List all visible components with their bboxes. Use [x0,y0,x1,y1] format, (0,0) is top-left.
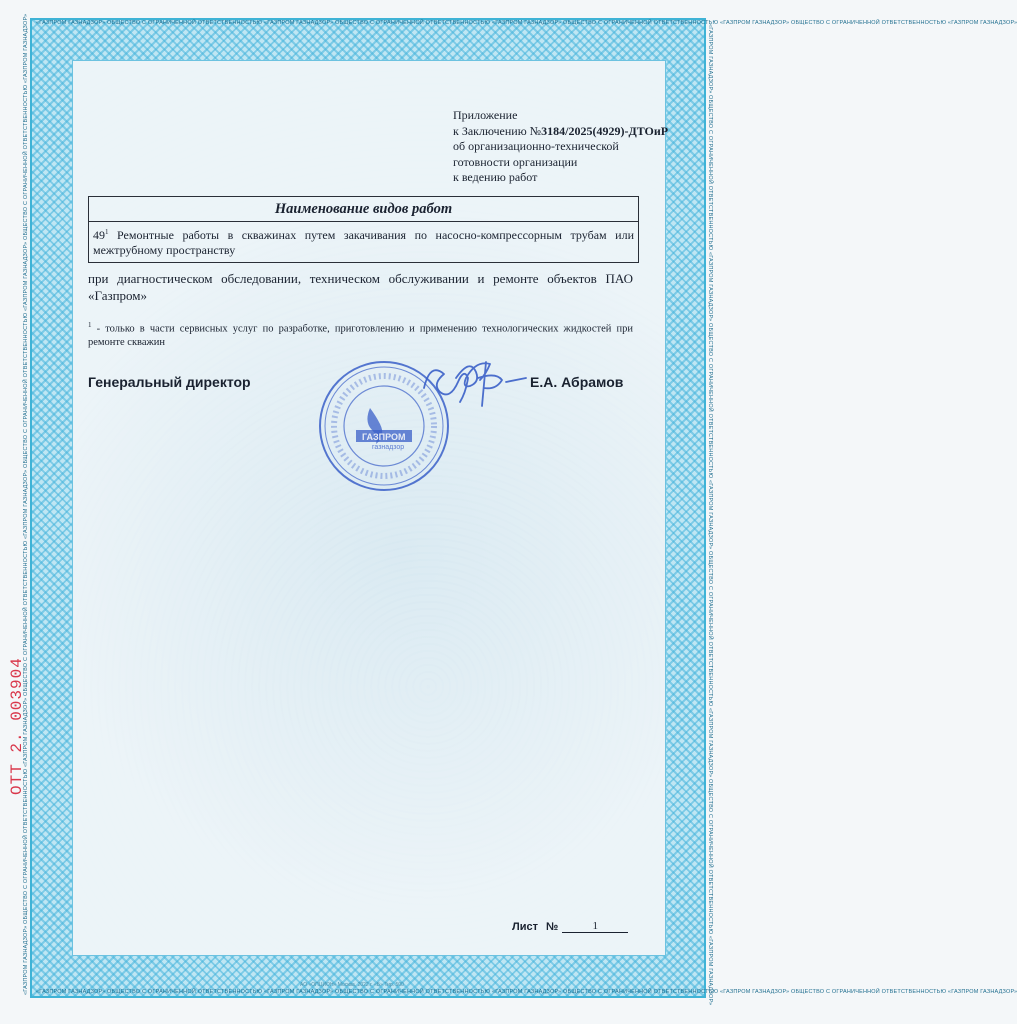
border-microtext-left: «ГАЗПРОМ ГАЗНАДЗОР» ОБЩЕСТВО С ОГРАНИЧЕННОЙ ОТВЕТСТВЕННОСТЬЮ «ГАЗПРОМ ГАЗНАДЗОР» ОБЩЕСТВО С ОГРАНИЧЕННОЙ ОТВЕТСТВЕННОСТЬЮ «ГАЗПРОМ ГАЗНАДЗОР» ОБЩЕСТВО С ОГРАНИЧЕННОЙ ОТВЕТСТВЕННОСТЬЮ «ГАЗПРОМ ГАЗНАДЗОР» ОБЩЕСТВО С ОГРАНИЧЕННОЙ ОТВЕТСТВЕННОСТЬЮ «ГАЗПРОМ ГАЗНАДЗОР» [23,13,29,995]
sheet-number-value: 1 [562,920,628,933]
seal-sub-text: газнадзор [372,444,405,451]
form-serial-number: ОТТ 2. 003904 [8,657,26,795]
appendix-line-4: готовности организации [453,154,578,169]
signatory-name: Е.А. Абрамов [530,374,624,390]
sheet-label: Лист [512,921,538,933]
sheet-number [512,920,628,933]
printer-imprint: АО «ОПЦИОН» Москва, 2022 г. «Б» Тир. 500 [300,982,404,988]
conclusion-number: 3184/2025(4929)-ДТОиР [541,123,669,138]
appendix-reference [453,108,668,186]
security-background [72,60,669,956]
appendix-line-3: об организационно-технической [453,139,619,153]
work-item-number: 49 [93,228,105,242]
border-microtext-right: «ГАЗПРОМ ГАЗНАДЗОР» ОБЩЕСТВО С ОГРАНИЧЕННОЙ ОТВЕТСТВЕННОСТЬЮ «ГАЗПРОМ ГАЗНАДЗОР» ОБЩЕСТВО С ОГРАНИЧЕННОЙ ОТВЕТСТВЕННОСТЬЮ «ГАЗПРОМ ГАЗНАДЗОР» ОБЩЕСТВО С ОГРАНИЧЕННОЙ ОТВЕТСТВЕННОСТЬЮ «ГАЗПРОМ ГАЗНАДЗОР» ОБЩЕСТВО С ОГРАНИЧЕННОЙ ОТВЕТСТВЕННОСТЬЮ «ГАЗПРОМ ГАЗНАДЗОР» [707,24,713,1006]
appendix-line-2 [453,124,668,140]
footnote-text: - только в части сервисных услуг по разработке, приготовлению и применению технологических жидкостей при ремонте скважин [88,323,633,348]
appendix-line-5: к ведению работ [453,170,538,184]
work-item-text: Ремонтные работы в скважинах путем закачивания по насосно-компрессорным трубам или межтрубному пространству [93,228,634,257]
footnote-mark: 1 [88,321,92,329]
footnote [88,319,633,350]
signature [416,348,528,412]
works-table [88,196,639,263]
appendix-line-1: Приложение [453,108,518,122]
work-item-footnote-mark: 1 [105,228,109,236]
border-microtext-top: «ГАЗПРОМ ГАЗНАДЗОР» ОБЩЕСТВО С ОГРАНИЧЕННОЙ ОТВЕТСТВЕННОСТЬЮ «ГАЗПРОМ ГАЗНАДЗОР» ОБЩЕСТВО С ОГРАНИЧЕННОЙ ОТВЕТСТВЕННОСТЬЮ «ГАЗПРОМ ГАЗНАДЗОР» ОБЩЕСТВО С ОГРАНИЧЕННОЙ ОТВЕТСТВЕННОСТЬЮ «ГАЗПРОМ ГАЗНАДЗОР» ОБЩЕСТВО С ОГРАНИЧЕННОЙ ОТВЕТСТВЕННОСТЬЮ «ГАЗПРОМ ГАЗНАДЗОР» [36,20,1017,26]
works-table-row [89,222,638,262]
works-table-header: Наименование видов работ [89,197,638,222]
border-microtext-bottom: «ГАЗПРОМ ГАЗНАДЗОР» ОБЩЕСТВО С ОГРАНИЧЕННОЙ ОТВЕТСТВЕННОСТЬЮ «ГАЗПРОМ ГАЗНАДЗОР» ОБЩЕСТВО С ОГРАНИЧЕННОЙ ОТВЕТСТВЕННОСТЬЮ «ГАЗПРОМ ГАЗНАДЗОР» ОБЩЕСТВО С ОГРАНИЧЕННОЙ ОТВЕТСТВЕННОСТЬЮ «ГАЗПРОМ ГАЗНАДЗОР» ОБЩЕСТВО С ОГРАНИЧЕННОЙ ОТВЕТСТВЕННОСТЬЮ «ГАЗПРОМ ГАЗНАДЗОР» [36,989,1017,995]
seal-logo-text: ГАЗПРОМ [362,432,406,442]
scope-note: при диагностическом обследовании, техническом обслуживании и ремонте объектов ПАО «Газпром» [88,271,633,303]
signatory-position: Генеральный директор [88,374,251,390]
sheet-number-sign: № [546,921,559,933]
appendix-number-prefix: к Заключению № [453,123,542,138]
